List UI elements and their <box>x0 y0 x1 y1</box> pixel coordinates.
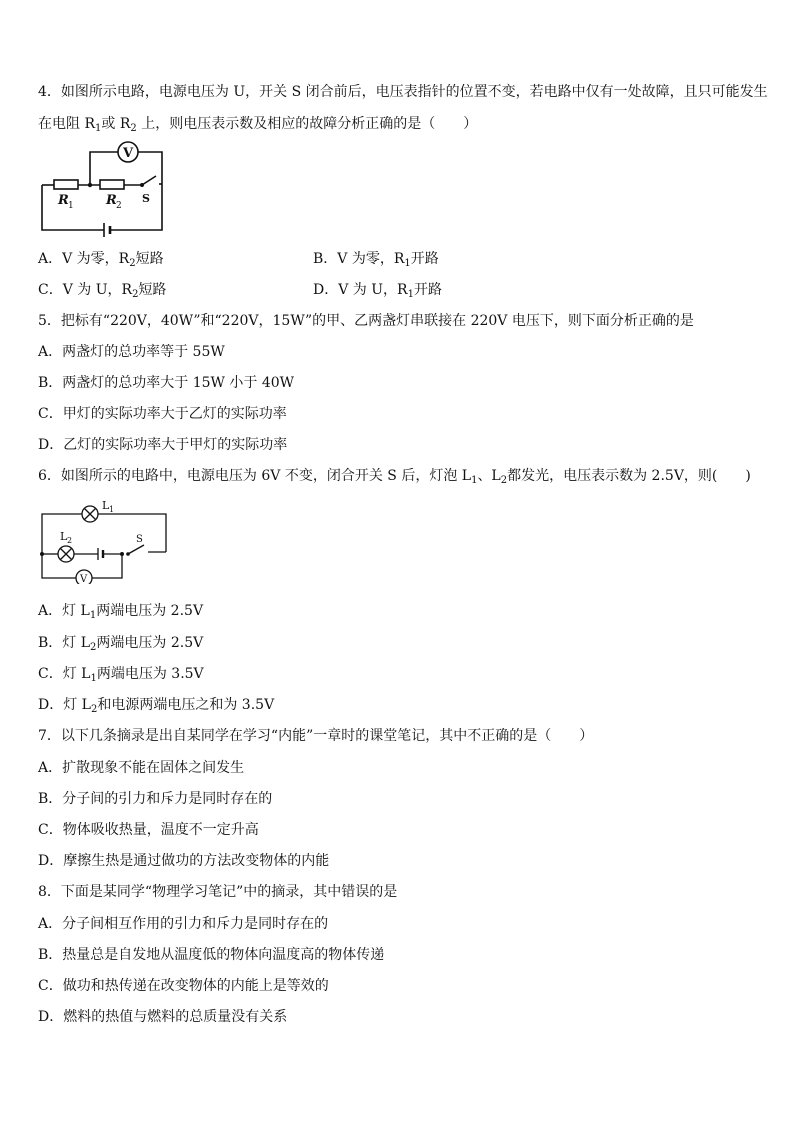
q6-voltmeter-wire-right <box>92 554 122 578</box>
q4-option-a: A．V 为零，$R_2$短路 <box>38 251 164 269</box>
q6-option-c: C．灯 $L_1$两端电压为 3.5V <box>38 666 204 684</box>
q7-option-a: A．扩散现象不能在固体之间发生 <box>38 760 245 776</box>
q6-option-b: B．灯 $L_2$两端电压为 2.5V <box>38 635 204 653</box>
q8-option-b: B．热量总是自发地从温度低的物体向温度高的物体传递 <box>38 947 385 963</box>
q6-lamp-l1-cross <box>85 509 96 520</box>
q7-option-c: C．物体吸收热量，温度不一定升高 <box>38 822 259 838</box>
q6-junction-left <box>40 552 44 556</box>
q4-stem-line2: 在电阻 $R_1$或 $R_2$ 上，则电压表示数及相应的故障分析正确的是（ ） <box>38 116 478 134</box>
q6-circuit-diagram <box>38 494 170 584</box>
q4-stem-line1: 4．如图所示电路，电源电压为 U，开关 S 闭合前后，电压表指针的位置不变，若电路中仅有一处故障，且只可能发生 <box>38 84 768 100</box>
q6-option-d: D．灯 $L_2$和电源两端电压之和为 3.5V <box>38 697 275 715</box>
q4-resistor-r2 <box>100 180 124 189</box>
q4-option-c: C．V 为 U，$R_2$短路 <box>38 282 167 300</box>
q6-l1-sub: 1 <box>109 505 115 514</box>
q5-option-c: C．甲灯的实际功率大于乙灯的实际功率 <box>38 406 287 422</box>
q4-r1-label: R <box>58 193 69 208</box>
q6-option-a: A．灯 $L_1$两端电压为 2.5V <box>38 603 204 621</box>
q8-option-c: C．做功和热传递在改变物体的内能上是等效的 <box>38 978 329 994</box>
q7-option-d: D．摩擦生热是通过做功的方法改变物体的内能 <box>38 853 330 869</box>
q6-l2-label: L <box>60 530 68 543</box>
q6-junction-right <box>120 552 124 556</box>
q4-r1-sub: 1 <box>68 201 74 211</box>
q4-r2-label: R <box>106 193 117 208</box>
q6-switch-pivot <box>126 552 130 556</box>
q4-circuit-diagram <box>38 140 168 240</box>
q4-voltmeter-label: V <box>123 146 134 161</box>
q6-l2-sub: 2 <box>67 536 73 545</box>
q5-option-d: D．乙灯的实际功率大于甲灯的实际功率 <box>38 437 288 453</box>
q4-junction-dot <box>88 183 92 187</box>
q6-switch-blade <box>128 545 144 554</box>
q8-option-d: D．燃料的热值与燃料的总质量没有关系 <box>38 1009 288 1025</box>
q4-switch-blade <box>142 176 156 185</box>
q8-option-a: A．分子间相互作用的引力和斥力是同时存在的 <box>38 916 329 932</box>
q4-resistor-r1 <box>54 180 78 189</box>
q4-r2-sub: 2 <box>116 201 122 211</box>
q5-option-a: A．两盏灯的总功率等于 55W <box>38 344 225 360</box>
q4-switch-pivot <box>140 183 144 187</box>
q6-lamp-l2-cross <box>61 549 72 560</box>
q5-stem: 5．把标有“220V，40W”和“220V，15W”的甲、乙两盏灯串联接在 220V 电压下，则下面分析正确的是 <box>38 313 694 329</box>
q6-l1-label: L <box>102 499 110 512</box>
q4-option-d: D．V 为 U，$R_1$开路 <box>313 282 442 300</box>
q6-voltmeter-label: V <box>80 574 88 584</box>
q7-option-b: B．分子间的引力和斥力是同时存在的 <box>38 791 273 807</box>
q7-stem: 7．以下几条摘录是出自某同学在学习“内能”一章时的课堂笔记，其中不正确的是（ ） <box>38 728 594 744</box>
q6-stem: 6．如图所示的电路中，电源电压为 6V 不变，闭合开关 S 后，灯泡 $L_1$、$L_2$都发光，电压表示数为 2.5V，则( ) <box>38 468 751 486</box>
q4-option-b: B．V 为零，$R_1$开路 <box>313 251 439 269</box>
q8-stem: 8．下面是某同学“物理学习笔记”中的摘录，其中错误的是 <box>38 884 398 900</box>
q6-switch-label: S <box>136 534 143 545</box>
q4-switch-label: S <box>142 192 150 205</box>
q6-wire-top-right <box>98 514 166 552</box>
q5-option-b: B．两盏灯的总功率大于 15W 小于 40W <box>38 375 295 391</box>
